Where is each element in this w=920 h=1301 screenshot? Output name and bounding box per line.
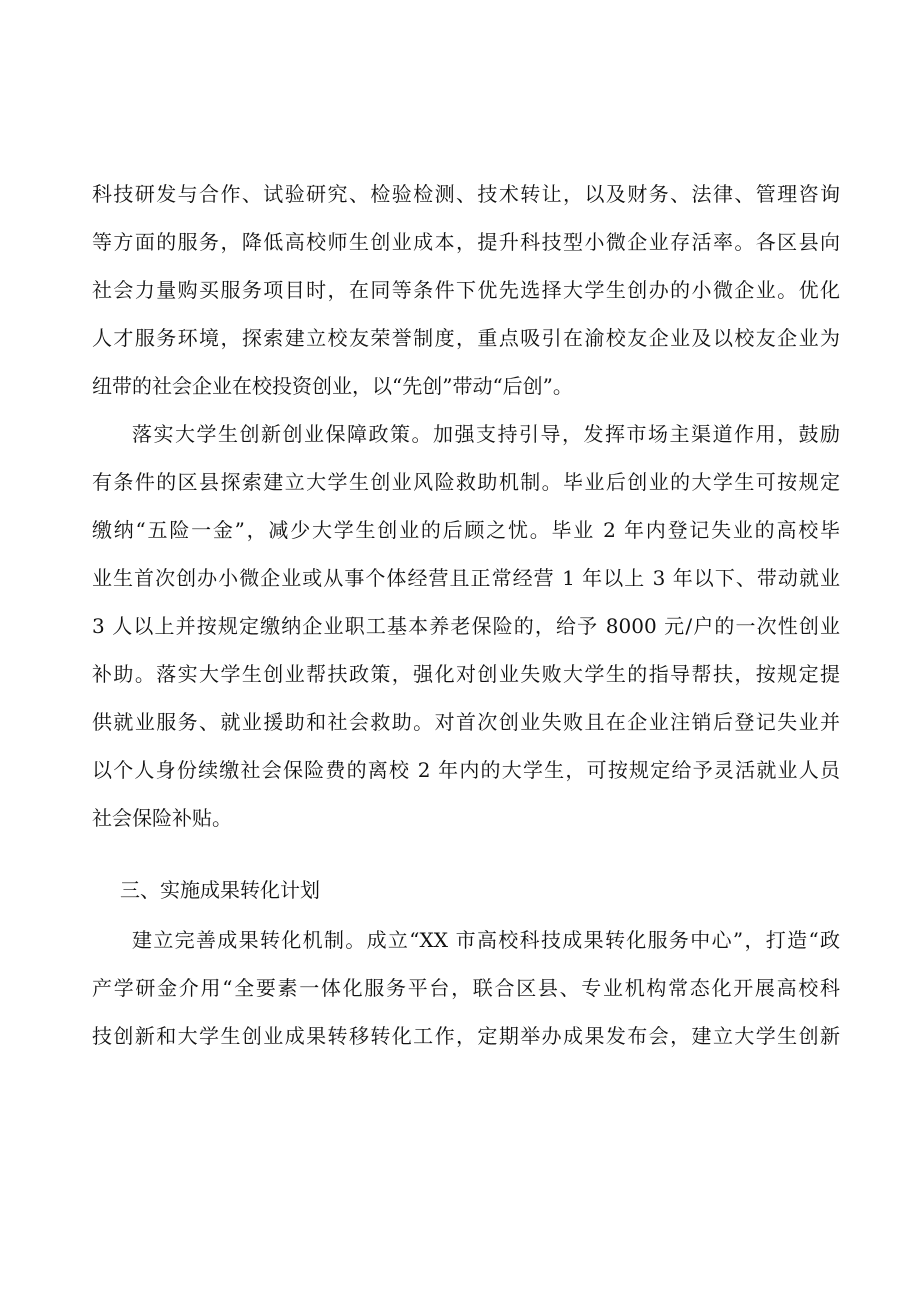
paragraph-1-line-4: 人才服务环境，探索建立校友荣誉制度，重点吸引在渝校友企业及以校友企业为 <box>92 326 840 350</box>
paragraph-1-line-1: 科技研发与合作、试验研究、检验检测、技术转让，以及财务、法律、管理咨询 <box>92 182 840 206</box>
paragraph-3-line-2: 产学研金介用“全要素一体化服务平台，联合区县、专业机构常态化开展高校科 <box>92 976 840 1000</box>
paragraph-3-line-1: 建立完善成果转化机制。成立“XX 市高校科技成果转化服务中心”，打造“政 <box>132 928 840 952</box>
paragraph-2-line-3: 缴纳“五险一金”，减少大学生创业的后顾之忧。毕业 2 年内登记失业的高校毕 <box>92 518 840 542</box>
paragraph-1-line-3: 社会力量购买服务项目时，在同等条件下优先选择大学生创办的小微企业。优化 <box>92 278 840 302</box>
paragraph-2-line-7: 供就业服务、就业援助和社会救助。对首次创业失败且在企业注销后登记失业并 <box>92 710 840 734</box>
paragraph-1-line-5: 纽带的社会企业在校投资创业，以“先创”带动“后创”。 <box>92 374 573 398</box>
paragraph-1-line-2: 等方面的服务，降低高校师生创业成本，提升科技型小微企业存活率。各区县向 <box>92 230 840 254</box>
paragraph-2-line-6: 补助。落实大学生创业帮扶政策，强化对创业失败大学生的指导帮扶，按规定提 <box>92 662 840 686</box>
section-heading: 三、实施成果转化计划 <box>120 878 320 902</box>
paragraph-2-line-5: 3 人以上并按规定缴纳企业职工基本养老保险的，给予 8000 元/户的一次性创业 <box>92 614 840 638</box>
paragraph-2-line-8: 以个人身份续缴社会保险费的离校 2 年内的大学生，可按规定给予灵活就业人员 <box>92 758 840 782</box>
paragraph-3-line-3: 技创新和大学生创业成果转移转化工作，定期举办成果发布会，建立大学生创新 <box>92 1024 840 1048</box>
paragraph-2-line-1: 落实大学生创新创业保障政策。加强支持引导，发挥市场主渠道作用，鼓励 <box>132 422 840 446</box>
paragraph-2-line-9: 社会保险补贴。 <box>92 806 232 830</box>
paragraph-2-line-2: 有条件的区县探索建立大学生创业风险救助机制。毕业后创业的大学生可按规定 <box>92 470 840 494</box>
paragraph-2-line-4: 业生首次创办小微企业或从事个体经营且正常经营 1 年以上 3 年以下、带动就业 <box>92 566 840 590</box>
